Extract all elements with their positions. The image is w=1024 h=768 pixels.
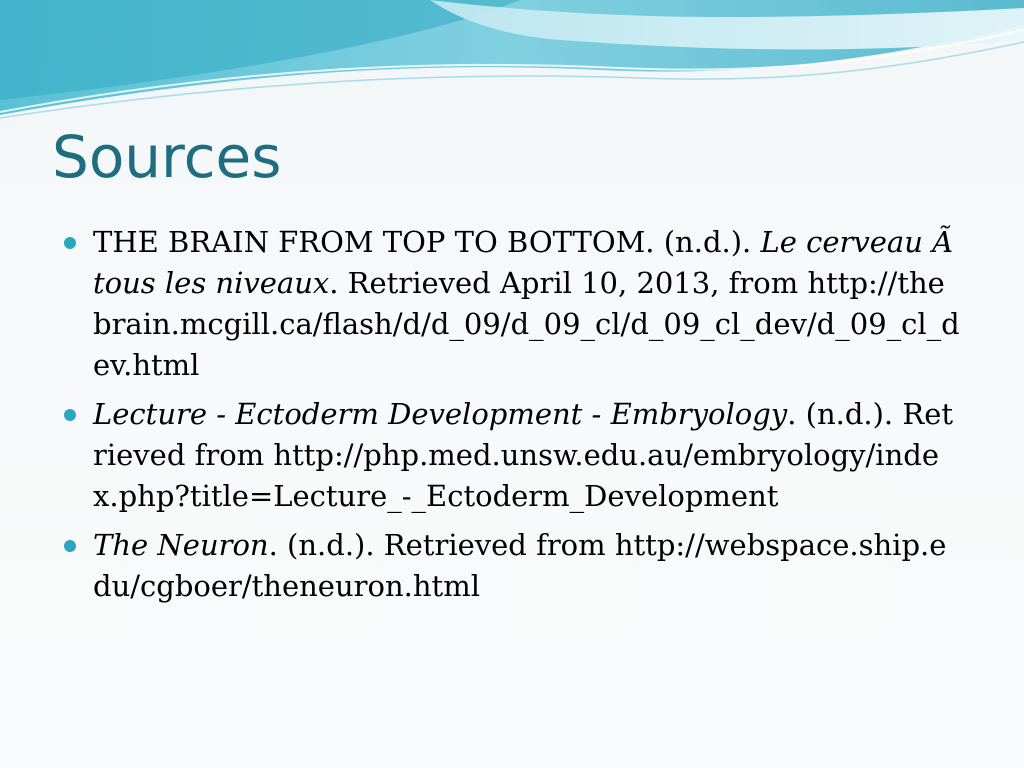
source-item <box>62 525 962 607</box>
source-title: Le cerveau Ã tous les niveaux <box>93 225 954 300</box>
sources-list <box>62 222 962 615</box>
bullet-icon <box>64 540 76 552</box>
source-text-part: THE BRAIN FROM TOP TO BOTTOM. (n.d.). <box>93 225 761 259</box>
source-text <box>93 525 962 607</box>
source-item <box>62 394 962 517</box>
source-text-part: . (n.d.). Retrieved from http://php.med.unsw.edu.au/embryology/index.php?title=Lecture_-_Ectoderm_Development <box>93 397 954 513</box>
source-text <box>93 394 962 517</box>
source-title: The Neuron <box>93 528 269 562</box>
slide-title: Sources <box>52 123 282 191</box>
source-text <box>93 222 962 386</box>
source-item <box>62 222 962 386</box>
source-title: Lecture - Ectoderm Development - Embryology <box>93 397 788 431</box>
bullet-icon <box>64 409 76 421</box>
wave-header-decoration <box>0 0 1024 120</box>
source-text-part: . (n.d.). Retrieved from http://webspace.ship.edu/cgboer/theneuron.html <box>93 528 947 603</box>
source-text-part: . Retrieved April 10, 2013, from http://thebrain.mcgill.ca/flash/d/d_09/d_09_cl/d_09_cl_dev/d_09_cl_dev.html <box>93 266 960 382</box>
bullet-icon <box>64 237 76 249</box>
